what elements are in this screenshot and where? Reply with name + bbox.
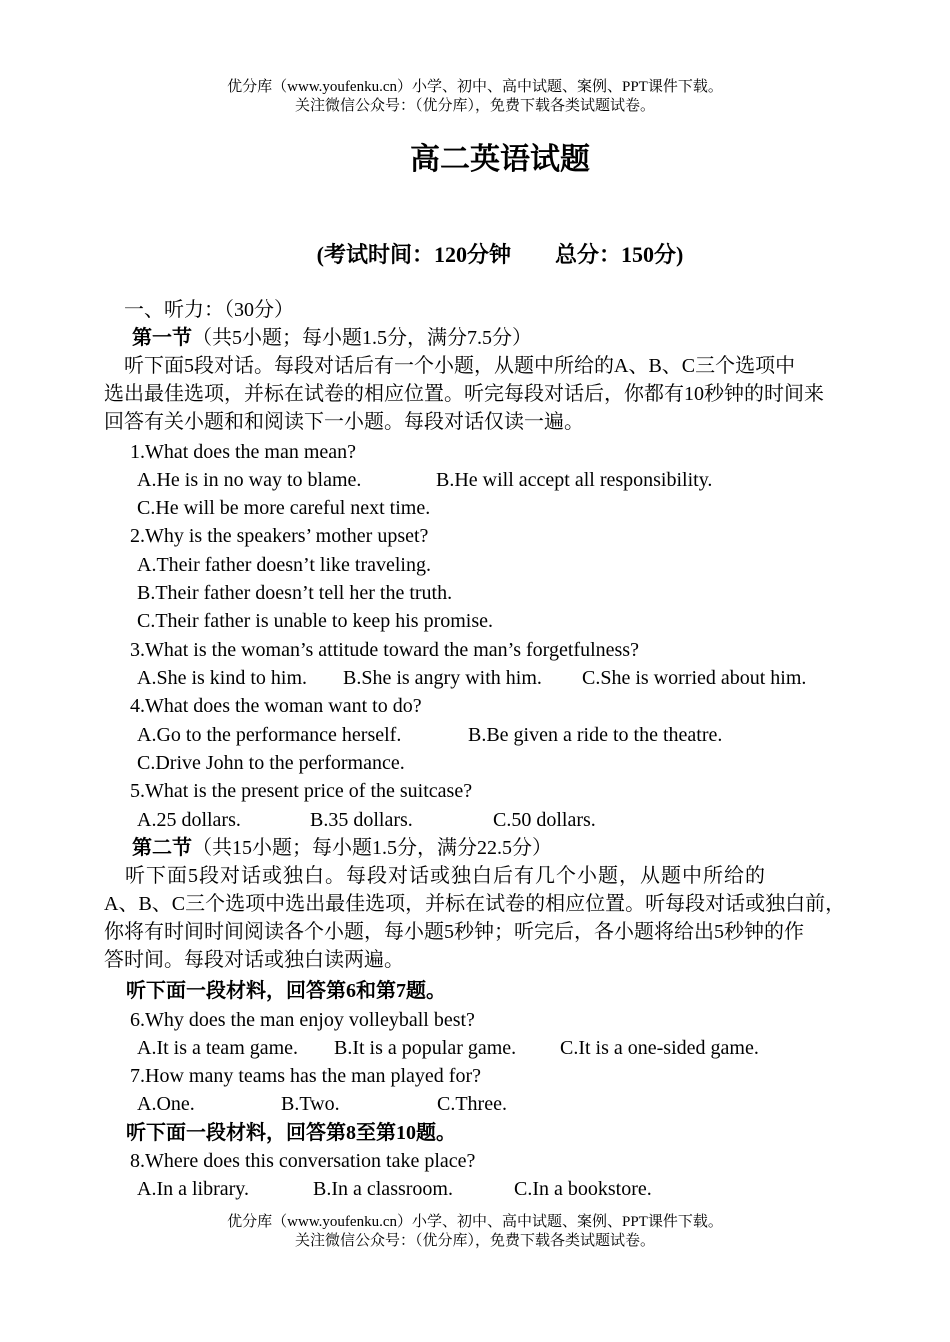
q3-option-c: C.She is worried about him. [582,667,807,689]
section2-label: 第二节 [132,837,192,859]
header-line-2: 关注微信公众号：（优分库），免费下载各类试题试卷。 [294,98,655,114]
section1-instructions [104,352,900,436]
q2-option-b: B.Their father doesn’t tell her the truth. [137,582,453,604]
instruction-line: 你将有时间时间阅读各个小题，每小题5秒钟；听完后，各小题将给出5秒钟的作 [104,921,804,943]
q1-option-a: A.He is in no way to blame. [137,469,362,491]
q4-option-c: C.Drive John to the performance. [137,752,405,774]
section1-label: 第一节 [132,327,192,349]
q8-option-a: A.In a library. [137,1178,249,1200]
part1-heading: 一、听力：（30分） [124,299,294,321]
q4-option-a: A.Go to the performance herself. [137,724,402,746]
instruction-line: 答时间。每段对话或独白读两遍。 [104,949,404,971]
q7-option-c: C.Three. [437,1093,507,1115]
exam-info: (考试时间：120分钟 总分：150分) [316,242,684,267]
footer-line-1: 优分库（www.youfenku.cn）小学、初中、高中试题、案例、PPT课件下载。 [227,1214,723,1230]
question-5: 5.What is the present price of the suitcase? [130,780,473,802]
section1-info: （共5小题；每小题1.5分，满分7.5分） [192,327,532,349]
section2-info: （共15小题；每小题1.5分，满分22.5分） [192,837,552,859]
q2-option-a: A.Their father doesn’t like traveling. [137,554,431,576]
q7-option-a: A.One. [137,1093,195,1115]
q2-option-c: C.Their father is unable to keep his promise. [137,610,494,632]
question-6: 6.Why does the man enjoy volleyball best? [130,1009,475,1031]
q1-option-b: B.He will accept all responsibility. [436,469,713,491]
q5-option-c: C.50 dollars. [493,809,596,831]
instruction-line: 听下面5段对话或独白。每段对话或独白后有几个小题，从题中所给的 [104,865,766,887]
q5-option-a: A.25 dollars. [137,809,241,831]
q1-option-c: C.He will be more careful next time. [137,497,431,519]
material-2-heading: 听下面一段材料，回答第8至第10题。 [126,1122,456,1144]
q7-option-b: B.Two. [281,1093,340,1115]
header-line-1: 优分库（www.youfenku.cn）小学、初中、高中试题、案例、PPT课件下载。 [227,79,723,95]
page-title: 高二英语试题 [410,143,590,176]
section2-instructions [104,862,900,974]
q6-option-b: B.It is a popular game. [334,1037,517,1059]
question-4: 4.What does the woman want to do? [130,695,422,717]
q8-option-c: C.In a bookstore. [514,1178,652,1200]
material-1-heading: 听下面一段材料，回答第6和第7题。 [126,980,446,1002]
question-8: 8.Where does this conversation take place? [130,1150,476,1172]
q6-option-c: C.It is a one-sided game. [560,1037,759,1059]
instruction-line: 选出最佳选项，并标在试卷的相应位置。听完每段对话后，你都有10秒钟的时间来 [104,383,824,405]
q6-option-a: A.It is a team game. [137,1037,299,1059]
question-7: 7.How many teams has the man played for? [130,1065,482,1087]
section1-heading [132,324,532,352]
section2-heading [132,834,552,862]
q4-option-b: B.Be given a ride to the theatre. [468,724,723,746]
question-3: 3.What is the woman’s attitude toward the man’s forgetfulness? [130,639,639,661]
instruction-line: A、B、C三个选项中选出最佳选项，并标在试卷的相应位置。听每段对话或独白前， [104,893,846,915]
question-1: 1.What does the man mean? [130,441,357,463]
q8-option-b: B.In a classroom. [313,1178,453,1200]
question-2: 2.Why is the speakers’ mother upset? [130,525,429,547]
footer-line-2: 关注微信公众号：（优分库），免费下载各类试题试卷。 [294,1233,655,1249]
q5-option-b: B.35 dollars. [310,809,413,831]
instruction-line: 回答有关小题和和阅读下一小题。每段对话仅读一遍。 [104,411,584,433]
instruction-line: 听下面5段对话。每段对话后有一个小题，从题中所给的A、B、C三个选项中 [104,355,796,377]
q3-option-b: B.She is angry with him. [343,667,542,689]
q3-option-a: A.She is kind to him. [137,667,308,689]
